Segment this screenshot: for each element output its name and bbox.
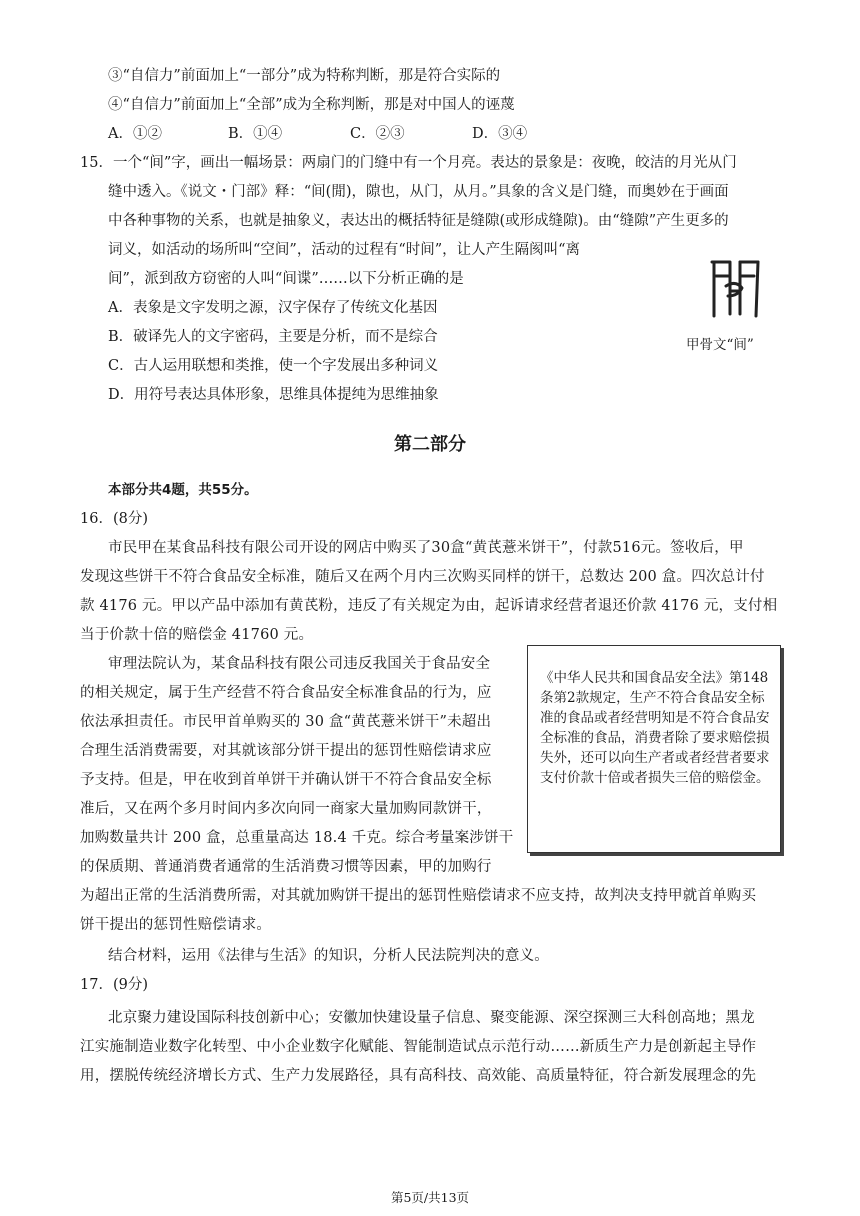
q16-para2-line: 的相关规定，属于生产经营不符合食品安全标准食品的行为，应 [80, 685, 492, 701]
q16-para1-line: 款 4176 元。甲以产品中添加有黄芪粉，违反了有关规定为由，起诉请求经营者退还价款 4176 元，支付相 [80, 598, 778, 614]
q16-para2-line: 加购数量共计 200 盒，总重量高达 18.4 千克。综合考量案涉饼干 [80, 830, 514, 846]
q17-line: 用，摆脱传统经济增长方式、生产力发展路径，具有高科技、高效能、高质量特征，符合新发展理念的先 [80, 1068, 757, 1084]
q16-para2-line: 准后，又在两个多月时间内多次向同一商家大量加购同款饼干， [80, 801, 492, 817]
q15-line-4: 词义，如活动的场所叫“空间”，活动的过程有“时间”，让人产生隔阂叫“离 [108, 242, 581, 258]
q15-option-b: B．破译先人的文字密码，主要是分析，而不是综合 [108, 329, 438, 345]
oracle-bone-caption: 甲骨文“间” [686, 337, 754, 353]
oracle-bone-jian-glyph [700, 252, 770, 322]
q16-para1-line: 市民甲在某食品科技有限公司开设的网店中购买了30盒“黄芪薏米饼干”，付款516元。签收后，甲 [108, 540, 744, 556]
section-intro: 本部分共4题，共55分。 [108, 482, 258, 498]
q15-line-2: 缝中透入。《说文・门部》释：“间(閒)，隙也，从门，从月。”具象的含义是门缝，而奥妙在于画面 [108, 184, 729, 200]
q17-line: 北京聚力建设国际科技创新中心；安徽加快建设量子信息、聚变能源、深空探测三大科创高地；黑龙 [108, 1010, 755, 1026]
q14-choices [108, 124, 527, 144]
food-safety-law-callout [527, 645, 781, 853]
q14-choice-d: D．③④ [472, 126, 528, 142]
q16-para2-line: 为超出正常的生活消费所需，对其就加购饼干提出的惩罚性赔偿请求不应支持，故判决支持甲就首单购买 [80, 888, 757, 904]
q16-para2-line: 依法承担责任。市民甲首单购买的 30 盒“黄芪薏米饼干”未超出 [80, 714, 492, 730]
section-title: 第二部分 [394, 434, 466, 455]
q14-option-4: ④“自信力”前面加上“全部”成为全称判断，那是对中国人的诬蔑 [108, 97, 515, 113]
q14-choice-b: B．①④ [228, 126, 283, 142]
law-callout-text: 《中华人民共和国食品安全法》第148条第2款规定，生产不符合食品安全标准的食品或者经营明知是不符合食品安全标准的食品，消费者除了要求赔偿损失外，还可以向生产者或者经营者要求支付价款十倍或者损失三倍的赔偿金。 [540, 670, 770, 786]
q16-para1-line: 发现这些饼干不符合食品安全标准，随后又在两个月内三次购买同样的饼干，总数达 200 盒。四次总计付 [80, 569, 765, 585]
q15-option-a: A．表象是文字发明之源，汉字保存了传统文化基因 [108, 300, 438, 316]
q16-header: 16．(8分) [80, 511, 148, 527]
q16-para2-line: 合理生活消费需要，对其就该部分饼干提出的惩罚性赔偿请求应 [80, 743, 492, 759]
q15-line-5: 间”，派到敌方窃密的人叫“间谍”……以下分析正确的是 [108, 271, 464, 287]
q15-line-1: 15．一个“间”字，画出一幅场景：两扇门的门缝中有一个月亮。表达的景象是：夜晚，皎洁的月光从门 [80, 155, 737, 171]
q17-line: 江实施制造业数字化转型、中小企业数字化赋能、智能制造试点示范行动……新质生产力是创新起主导作 [80, 1039, 757, 1055]
q16-question: 结合材料，运用《法律与生活》的知识，分析人民法院判决的意义。 [108, 948, 549, 964]
q16-para1-line: 当于价款十倍的赔偿金 41760 元。 [80, 627, 314, 643]
q15-line-3: 中各种事物的关系，也就是抽象义，表达出的概括特征是缝隙(或形成缝隙)。由“缝隙”产生更多的 [108, 213, 729, 229]
q16-para2-line: 审理法院认为，某食品科技有限公司违反我国关于食品安全 [108, 656, 491, 672]
q15-option-c: C．古人运用联想和类推，使一个字发展出多种词义 [108, 358, 439, 374]
page-footer: 第5页/共13页 [390, 1190, 470, 1205]
q14-choice-c: C．②③ [350, 126, 405, 142]
q14-option-3: ③“自信力”前面加上“一部分”成为特称判断，那是符合实际的 [108, 68, 501, 84]
q16-para2-line: 的保质期、普通消费者通常的生活消费习惯等因素，甲的加购行 [80, 859, 492, 875]
q17-header: 17．(9分) [80, 977, 148, 993]
q16-para2-line: 饼干提出的惩罚性赔偿请求。 [80, 917, 272, 933]
q15-option-d: D．用符号表达具体形象，思维具体提纯为思维抽象 [108, 387, 439, 403]
q14-choice-a: A．①② [108, 126, 162, 142]
q16-para2-line: 予支持。但是，甲在收到首单饼干并确认饼干不符合食品安全标 [80, 772, 492, 788]
